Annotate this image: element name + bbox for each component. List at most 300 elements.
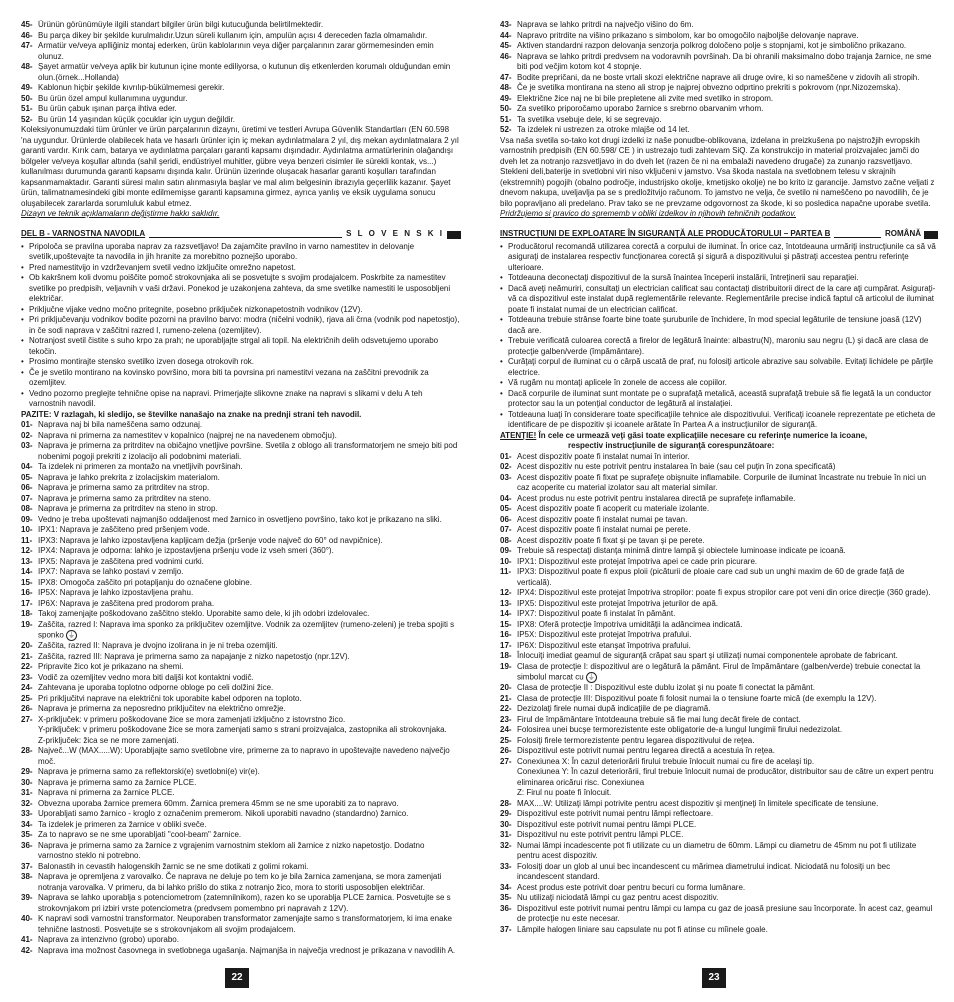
item-text-main: IP6X: Naprava je zaščitena pred prodorom praha.: [38, 598, 215, 608]
bullet-dot: •: [500, 273, 503, 282]
sl-section-header: [21, 229, 461, 241]
list-item: [500, 641, 938, 652]
list-item: [21, 431, 461, 442]
item-text-main: IP5X: Naprava je lahko izpostavljena prahu.: [38, 588, 194, 597]
item-text-main: Clasa de protecţie III: Dispozitivul poate fi folosit numai la o tensiune foarte mică (de exemplu la 12V).: [517, 693, 877, 703]
item-text: [38, 662, 461, 673]
list-item: [500, 830, 938, 841]
item-number: 34-: [21, 819, 33, 829]
item-text-main: Dispozitivul este potrivit numai pentru lămpi reflectoare.: [517, 809, 714, 819]
item-text-main: Naprava ni primerna za namestitev v kopalnico (najprej ne na navedenem območju).: [38, 430, 337, 440]
item-number: 40-: [21, 914, 33, 924]
bullet-dot: •: [500, 283, 503, 293]
list-item: [500, 504, 938, 515]
list-item: [500, 841, 938, 862]
ro-items-list: [500, 452, 938, 936]
language-marker-block: [447, 231, 461, 239]
item-text: [38, 641, 461, 652]
list-item: [21, 609, 461, 620]
item-number: 51-: [500, 114, 512, 124]
item-text: [38, 62, 461, 83]
item-number: 09-: [21, 514, 33, 524]
item-text-main: IPX5: Naprava je zaščitena pred vodnimi curki.: [38, 556, 204, 566]
item-number: 51-: [21, 104, 33, 113]
item-text: [38, 31, 461, 42]
list-item: [500, 683, 938, 694]
item-text-main: Bodite prepričani, da ne boste vrtali skozi električne naprave ali druge ovire, ki so nameščene v zidovih ali stropih.: [517, 72, 920, 82]
item-text: [38, 115, 461, 126]
item-text: [517, 515, 938, 526]
list-item: [21, 935, 461, 946]
sl-section-title: DEL B - VARNOSTNA NAVODILA: [21, 229, 146, 239]
item-text-main: Acest dispozitiv poate fi instalat numai în interior.: [517, 451, 690, 461]
item-number: 16-: [21, 588, 33, 597]
bullet-dot: •: [500, 315, 503, 324]
bullet-item: [21, 263, 461, 274]
item-text: [517, 31, 938, 42]
item-text-main: Obvezna uporaba žarnice premera 60mm. Žarnica premera 45mm se ne sme uporabiti za to napravo.: [38, 798, 399, 808]
item-text-main: Ürünün görünümüyle ilgili standart bilgiler ürün bilgi kutucuğunda belirtilmektedir.: [38, 20, 324, 29]
item-number: 10-: [500, 556, 512, 566]
bullet-item: [21, 305, 461, 316]
item-text: [517, 462, 938, 473]
item-number: 09-: [500, 546, 512, 555]
bullet-dot: •: [500, 378, 503, 387]
item-text: [38, 620, 461, 642]
item-number: 12-: [500, 588, 512, 597]
item-text-main: Naprava je lahko prekrita z izolacijskim materialom.: [38, 472, 220, 482]
item-number: 33-: [500, 861, 512, 871]
item-number: 02-: [500, 462, 512, 471]
item-number: 28-: [500, 798, 512, 808]
item-number: 07-: [500, 525, 512, 534]
item-text: [38, 473, 461, 484]
item-text: [38, 104, 461, 115]
item-text: [517, 599, 938, 610]
list-item: [21, 536, 461, 547]
list-item: [21, 662, 461, 673]
item-text: [38, 820, 461, 831]
list-item: [500, 536, 938, 547]
item-text-main: Kablonun hiçbir şekilde kıvrılıp-bükülmemesi gerekir.: [38, 83, 225, 92]
item-text-main: Največ...W (MAX.....W): Uporabljajte samo svetilobne vire, primerne za to napravo in upoštevajte navedeno največjo moč.: [38, 746, 450, 766]
bullet-item: [500, 357, 938, 378]
list-item: [21, 652, 461, 663]
list-item: [500, 704, 938, 715]
item-text: [517, 736, 938, 747]
item-text-main: Vodič za ozemljitev vedno mora biti daljši kot kontaktni vodič.: [38, 672, 254, 682]
item-text-extra: Z: Firul nu poate fi înlocuit.: [517, 788, 612, 798]
item-text: [38, 673, 461, 684]
item-text-main: Naprava je primerna samo za pritrditev na strop.: [38, 483, 210, 492]
list-item: [21, 515, 461, 526]
list-item: [500, 883, 938, 894]
item-number: 04-: [21, 462, 33, 471]
item-text-main: X-priključek: v primeru poškodovane žice se mora zamenjati izključno z istovrstno žico.: [38, 714, 346, 724]
item-number: 33-: [21, 809, 33, 819]
list-item: [500, 599, 938, 610]
item-text-main: Folosirea unei bucşe termorezistente este obligatorie de-a lungul lungimii firului nedezizolat.: [517, 725, 843, 735]
item-text: [517, 494, 938, 505]
bullet-item: [21, 389, 461, 410]
item-text-main: Nu utilizaţi niciodată lămpi cu gaz pentru acest dispozitiv.: [517, 893, 719, 903]
item-text: [517, 925, 938, 936]
list-item: [21, 620, 461, 642]
bullet-text: Curăţaţi corpul de iluminat cu o cârpă uscată de praf, nu folosiţi articole abrazive sau solvabile. Evitaţi lichidele pe părţile electrice.: [508, 357, 934, 377]
item-text-main: Balonastih in cevastih halogenskih žarnic se ne sme dotikati z golimi rokami.: [38, 861, 309, 871]
bullet-text: Totdeauna deconectaţi dispozitivul de la sursă înaintea începerii instalării, întreţinerii sau reparaţiei.: [508, 273, 859, 282]
bullet-text: Vă rugăm nu montaţi aplicele în zonele de access ale copiilor.: [508, 378, 727, 387]
item-text-main: Dispozitivul este potrivit numai pentru legarea directă a acestuia în reţea.: [517, 746, 775, 756]
bullet-dot: •: [21, 315, 24, 324]
item-number: 28-: [21, 746, 33, 756]
list-item: [500, 73, 938, 84]
bullet-text: Pri priključevanju vodnikov bodite pozorni na pravilno barvo: modra (ničelni vodnik), rjava ali črna (vodnik pod napetostjo), in če sodi naprava v zaščitni razred I, rumeno-zelena (ozemljitev).: [29, 315, 460, 335]
list-item: [500, 473, 938, 494]
ground-icon: ⏚: [68, 632, 76, 639]
item-number: 48-: [21, 62, 33, 71]
item-number: 39-: [21, 893, 33, 903]
item-text: [517, 125, 938, 136]
spacer: [21, 220, 461, 229]
item-text-main: Numai lămpi incadescente pot fi utilizate cu un diametru de 60mm. Lămpi cu diametru de 45mm nu pot fi utilizate pentru acest dispozitiv.: [517, 840, 917, 861]
item-text-main: Naprava je opremljena z varovalko. Če naprava ne deluje po tem ko je bila žarnica zamenjana, se mora zamenjati notranja varovalka. V primeru, da bi lahko prišlo do stika z notranjo žico, mora to storiti usposobljen električar.: [38, 872, 442, 892]
item-text-main: Firul de împământare întotdeauna trebuie să fie mai lung decât firele de contact.: [517, 714, 801, 724]
item-text: [517, 746, 938, 757]
sl-design-note: Pridržujemo si pravico do sprememb v obliki izdelkov in njihovih tehničnih podatkov.: [500, 209, 796, 218]
item-number: 35-: [500, 893, 512, 903]
item-number: 04-: [500, 493, 512, 503]
header-rule: [149, 231, 342, 238]
item-text: [38, 525, 461, 536]
bullet-dot: •: [21, 262, 24, 272]
item-text: [38, 578, 461, 589]
list-item: [500, 662, 938, 684]
list-item: [21, 830, 461, 841]
list-item: [500, 494, 938, 505]
list-item: [21, 946, 461, 957]
item-text: [517, 473, 938, 494]
item-text-main: Bu ürün çabuk ışınan parça ihtiva eder.: [38, 104, 177, 113]
list-item: [500, 757, 938, 799]
item-number: 16-: [500, 630, 512, 639]
list-item: [500, 725, 938, 736]
item-text-main: Ta svetilka vsebuje dele, ki se segrevajo.: [517, 114, 662, 124]
item-text-main: Folosiţi firele termorezistente pentru legarea dispozitivului de reţea.: [517, 735, 755, 745]
list-item: [21, 820, 461, 831]
item-number: 27-: [500, 756, 512, 766]
item-text: [38, 704, 461, 715]
item-number: 27-: [21, 714, 33, 724]
item-text: [38, 935, 461, 946]
bullet-item: [500, 378, 938, 389]
item-number: 48-: [500, 83, 512, 92]
item-text-main: Pripravite žico kot je prikazano na shemi.: [38, 662, 184, 672]
list-item: [500, 630, 938, 641]
list-item: [21, 599, 461, 610]
bullet-dot: •: [21, 304, 24, 314]
item-text-main: Napravo pritrdite na višino prikazano s simbolom, kar bo omogočilo najboljše delovanje naprave.: [517, 30, 859, 40]
item-text-main: Acest dispozitiv nu este potrivit pentru instalarea în baie (sau cel puţin în zona specificată): [517, 462, 836, 471]
item-text-main: Bu ürün 14 yaşından küçük çocuklar için uygun değildir.: [38, 114, 236, 124]
bullet-dot: •: [21, 357, 24, 366]
item-number: 03-: [500, 472, 512, 482]
bullet-text: Dacă aveţi neămuriri, consultaţi un electrician calificat sau contactaţi distribuitorii direct de la care aţi cumpărat. Asiguraţi-vă ca dispozitivul este instalat după reglementările relevante. Reglementările precise indică faptul că articolul de iluminat poate fi instalat numai de un electrician calificat.: [508, 283, 936, 314]
list-item: [21, 441, 461, 462]
item-number: 24-: [500, 725, 512, 735]
item-number: 47-: [500, 72, 512, 82]
item-text: [38, 494, 461, 505]
item-text-main: Trebuie să respectaţi distanţa minimă dintre lampă şi obiectele luminoase indicate pe icoană.: [517, 546, 846, 555]
item-number: 08-: [500, 535, 512, 545]
item-number: 03-: [21, 441, 33, 450]
item-text: [517, 557, 938, 568]
bullet-text: Pripoloča se pravilna uporaba naprav za razsvetljavo! Da zajamčite pravilno in varno namestitev in delovanje svetilk,upoštevajte ta navodila in jih hranite za morebitno poznejšo uporabo.: [29, 241, 415, 261]
item-text: [517, 83, 938, 94]
item-number: 32-: [21, 798, 33, 808]
item-text-main: Električne žice naj ne bi bile prepletene ali zvite med svetilko in stropom.: [517, 93, 774, 103]
item-number: 01-: [21, 420, 33, 429]
list-item: [500, 904, 938, 925]
item-text: [517, 683, 938, 694]
list-item: [500, 115, 938, 126]
list-item: [500, 588, 938, 599]
bullet-item: [21, 357, 461, 368]
item-number: 23-: [21, 672, 33, 682]
list-item: [21, 578, 461, 589]
page-number-left: 22: [225, 968, 249, 988]
list-item: [21, 715, 461, 747]
item-number: 31-: [500, 830, 512, 840]
item-text-main: IPX4: Naprava je odporna: lahko je izpostavljena pršenju vode iz vseh smeri (360°).: [38, 546, 334, 555]
item-text-main: Naprava naj bi bila nameščena samo odzunaj.: [38, 420, 203, 429]
bullet-dot: •: [21, 367, 24, 377]
list-item: [21, 799, 461, 810]
bullet-text: Ob kakršnem koli dvomu poiščite pomoč strokovnjaka ali se posvetujte s svojim prodajalcem. Poskrbite za namestitev svetilke po predpisih, veljavnih v vaši državi. Ponekod je uzakonjena zahteva, da sme svetilke namestiti le usposobljeni električar.: [29, 273, 451, 303]
item-text-main: Za to napravo se ne sme uporabljati "cool-beam" žarnice.: [38, 830, 242, 840]
item-text-main: Vedno je treba upoštevati najmanjšo oddaljenost med žarnico in osvetljeno površino, tako kot je prikazano na sliki.: [38, 514, 442, 524]
list-item: [500, 557, 938, 568]
item-text-main: Acest produs este potrivit doar pentru becuri cu forma lumânare.: [517, 882, 746, 892]
sl-items-list-right: [500, 20, 938, 136]
item-number: 35-: [21, 830, 33, 840]
item-text: [517, 757, 938, 799]
bullet-item: [21, 242, 461, 263]
item-text-main: Naprava je primerna samo za žarnice PLCE.: [38, 777, 197, 787]
item-text-main: Za svetilko priporočamo uporabo žarnice s srebrno obarvanim vrhom.: [517, 104, 764, 113]
ro-atentie-label: ATENŢIE!: [500, 430, 537, 440]
list-item: [500, 462, 938, 473]
sl-items-list-left: [21, 420, 461, 956]
item-text: [38, 557, 461, 568]
item-text-main: IPX1: Dispozitivul este protejat împotriva apei ce cade prin picurare.: [517, 556, 758, 566]
bullet-item: [500, 273, 938, 284]
list-item: [21, 588, 461, 599]
list-item: [500, 736, 938, 747]
item-text: [517, 588, 938, 599]
item-text-main: Ta izdelek je primeren za žarnice v obliki sveče.: [38, 819, 207, 829]
bullet-item: [21, 336, 461, 357]
item-number: 36-: [21, 840, 33, 850]
list-item: [21, 872, 461, 893]
item-number: 49-: [500, 93, 512, 103]
item-number: 14-: [500, 609, 512, 618]
sl-warranty-paragraph: Vsa naša svetila so-tako kot drugi izdelki iz naše ponudbe-oblikovana, izdelana in preizkušena po najstrožjih evropskih varnostnih predpisih (EN 60.598/ CE ) in ustrezajo tudi zahtevam SiQ. Za konstrukcijo in material proizvajalec jamči do dveh let za notranjo razsvetljavo in do dveh let (razen če ni na embalaži navedeno drugače) za zunanjo razsvetljavo. Stekleni deli,baterije in svetlobni viri niso vključeni v jamstvo. Vsa škoda nastala na svetlobnem telesu v skrajnih (ekstremnih) pogojih (obalno področje, industrijsko okolje, kmetijsko okolje) ne bo krito iz garancije. Jamstvo začne veljati z dnevom nakupa, uveljavlja pa se s predložitvijo računom. To jamstvo ne velja, če svetilo ni nameščeno po navodilih, če je bilo popravljano ali predelano. Prav tako se ne prevzame odgovornost za škode, ki so posledica napačne uporabe svetila.: [500, 135, 935, 208]
list-item: [500, 20, 938, 31]
item-text: [517, 609, 938, 620]
item-number: 22-: [500, 704, 512, 714]
page-left: [21, 20, 461, 960]
list-item: [21, 767, 461, 778]
bullet-item: [500, 284, 938, 316]
item-text: [38, 778, 461, 789]
list-item: [500, 31, 938, 42]
item-text: [517, 883, 938, 894]
bullet-text: Pred namestitvijo in vzdrževanjem svetil vedno izključite omrežno napetost.: [29, 262, 296, 272]
bullet-dot: •: [500, 241, 503, 251]
list-item: [500, 41, 938, 52]
item-number: 34-: [500, 882, 512, 892]
item-text-main: IPX8: Oferă protecţie împotriva umidităţii la adâncimea indicată.: [517, 619, 743, 629]
list-item: [500, 893, 938, 904]
item-number: 17-: [21, 598, 33, 608]
item-text: [517, 841, 938, 862]
item-number: 31-: [21, 788, 33, 798]
item-text: [517, 525, 938, 536]
item-text-main: Armatür ve/veya aplliğiniz montaj ederken, ürün kablolarının veya diğer parçalarının zarar görmemesinden emin olunuz.: [38, 41, 434, 61]
bullet-dot: •: [21, 241, 24, 251]
sl-pazite-note: PAZITE: V razlagah, ki sledijo, se številke nanašajo na znake na prednji strani teh navodil.: [21, 409, 362, 419]
ro-bullet-list: [500, 242, 938, 431]
item-text: [517, 725, 938, 736]
item-number: 05-: [500, 504, 512, 513]
item-number: 37-: [21, 861, 33, 871]
item-text: [38, 515, 461, 526]
item-text-main: Acest dispozitiv poate fi fixat şi pe tavan şi pe perete.: [517, 535, 705, 545]
list-item: [21, 914, 461, 935]
bullet-dot: •: [21, 273, 24, 282]
item-text: [517, 662, 938, 684]
list-item: [21, 473, 461, 484]
list-item: [21, 683, 461, 694]
bullet-item: [500, 410, 938, 431]
item-number: 19-: [21, 619, 33, 629]
item-text: [517, 809, 938, 820]
item-text: [38, 546, 461, 557]
bullet-text: Dacă corpurile de iluminat sunt montate pe o suprafaţă metalică, această suprafaţă trebuie să fie legată la un conductor protector sau la un potenţial conductor de legătură al instalaţiei.: [508, 388, 932, 408]
bullet-text: Producătorul recomandă utilizarea corectă a corpului de iluminat. În orice caz, întotdeauna urmăriţi instrucţiunile ca să vă asiguraţi de instalarea respectiv funcţionarea corectă şi sigură a dispozitivului şi păstraţi accestea pentru referinţe ulterioare.: [508, 241, 936, 272]
list-item: [500, 104, 938, 115]
list-item: [500, 820, 938, 831]
item-text-main: Zaščita, razred I: Naprava ima sponko za priključitev ozemljitve. Vodnik za ozemljitev (rumeno-zeleni) je treba spojiti s sponko: [38, 619, 455, 640]
item-number: 23-: [500, 714, 512, 724]
bullet-item: [21, 273, 461, 305]
list-item: [500, 809, 938, 820]
item-text-main: Naprava je primerna samo za žarnice z vgrajenim varnostnim steklom ali žarnice z nizko napetostjo. Dodatno varnostno steklo ni potrebno.: [38, 840, 425, 861]
bullet-item: [500, 315, 938, 336]
item-number: 50-: [500, 104, 512, 113]
item-number: 17-: [500, 640, 512, 650]
item-text: [38, 872, 461, 893]
bullet-text: Totdeauna trebuie strânse foarte bine toate şuruburile de închidere, în mod special legăturile de tensiune joasă (12V) dacă are.: [508, 315, 922, 335]
item-number: 30-: [21, 777, 33, 787]
list-item: [500, 94, 938, 105]
list-item: [21, 778, 461, 789]
item-number: 47-: [21, 41, 33, 50]
item-text: [38, 788, 461, 799]
item-number: 13-: [21, 556, 33, 566]
item-number: 11-: [21, 535, 33, 545]
item-text-main: IPX8: Omogoča zaščito pri potapljanju do označene globine.: [38, 577, 252, 587]
item-text-main: IP5X: Dispozitivul este protejat împotriva prafului.: [517, 630, 692, 639]
ro-language-label: ROMÂNĂ: [885, 229, 921, 239]
list-item: [21, 104, 461, 115]
list-item: [21, 862, 461, 873]
item-text-main: K napravi sodi varnostni transformator. Neuporaben transformator zamenjajte samo s transformatorjem, ki ima enake tehnične lastnosti. Posvetujte se s strokovnjakom ali svojim prodajalcem.: [38, 914, 452, 934]
item-number: 45-: [21, 20, 33, 29]
list-item: [21, 788, 461, 799]
list-item: [21, 809, 461, 820]
item-number: 30-: [500, 819, 512, 829]
item-text-main: Acest dispozitiv poate fi acoperit cu materiale izolante.: [517, 504, 710, 513]
item-number: 29-: [500, 809, 512, 819]
item-number: 06-: [21, 483, 33, 492]
item-text: [38, 462, 461, 473]
item-number: 14-: [21, 567, 33, 576]
item-text-main: Če je svetilka montirana na steno ali strop je najprej obvezno odprtino prekriti s pokrovom (npr.Nizozemska).: [517, 83, 901, 92]
item-text-main: Acest dispozitiv poate fi fixat pe suprafeţe obişnuite inflamabile. Corpurile de iluminat încastrate nu trebuie în nici un caz acoperite cu material izolator sau alt material similar.: [517, 472, 927, 492]
item-number: 52-: [500, 125, 512, 134]
list-item: [21, 83, 461, 94]
item-text: [517, 630, 938, 641]
item-text: [38, 946, 461, 957]
item-text-main: Înlocuiţi imediat geamul de siguranţă crăpat sau spart şi utilizaţi numai componentele aprobate de fabricant.: [517, 651, 898, 660]
item-text: [517, 115, 938, 126]
item-text: [517, 94, 938, 105]
bullet-text: Notranjost svetil čistite s suho krpo za prah; ne uporabljajte strgal ali topil. Na električnih delih odsvetujemo uporabo tekočin.: [29, 336, 439, 356]
item-number: 46-: [21, 30, 33, 40]
item-text: [517, 704, 938, 715]
list-item: [500, 799, 938, 810]
list-item: [21, 115, 461, 126]
item-number: 22-: [21, 662, 33, 672]
item-number: 18-: [21, 609, 33, 618]
list-item: [500, 620, 938, 631]
item-number: 02-: [21, 430, 33, 440]
item-text: [38, 504, 461, 515]
item-text-main: IPX4: Dispozitivul este protejat împotriva stropilor: poate fi expus stropilor care pot veni din orice direcţie (360 grade).: [517, 588, 931, 597]
item-number: 24-: [21, 683, 33, 693]
item-text-main: Ta izdelek ni ustrezen za otroke mlajše od 14 let.: [517, 125, 690, 134]
list-item: [21, 420, 461, 431]
item-text: [517, 546, 938, 557]
item-text: [517, 73, 938, 84]
item-text-main: Bu parça dikey bir şekilde kurulmalıdır.Uzun süreli kullanım için, ampulün açısı 4 dereceden fazla olmamalıdır.: [38, 30, 428, 40]
bullet-dot: •: [500, 409, 503, 419]
item-number: 29-: [21, 767, 33, 777]
list-item: [500, 694, 938, 705]
item-text: [517, 820, 938, 831]
item-number: 44-: [500, 30, 512, 40]
item-text-main: Naprava je primerna za pritrditev na steno in strop.: [38, 504, 218, 513]
bullet-text: Totdeauna luaţi în considerare toate specificaţiile tehnice ale dispozitivului. Verificaţi icoanele reprezentate pe eticheta de identificare de pe dispozitiv şi icoanele arătate în Partea A a instrucţiunilor de siguranţă.: [508, 409, 936, 429]
item-text: [517, 52, 938, 73]
item-text-main: Naprava je primerna samo za pritrditev na steno.: [38, 493, 211, 503]
item-text-main: Aktiven standardni razpon delovanja senzorja polkrog določeno polje s stopnjami, kot je simbolično prikazano.: [517, 41, 907, 50]
item-text: [517, 694, 938, 705]
item-number: 46-: [500, 51, 512, 61]
sl-language-label: S L O V E N S K I: [346, 229, 444, 239]
